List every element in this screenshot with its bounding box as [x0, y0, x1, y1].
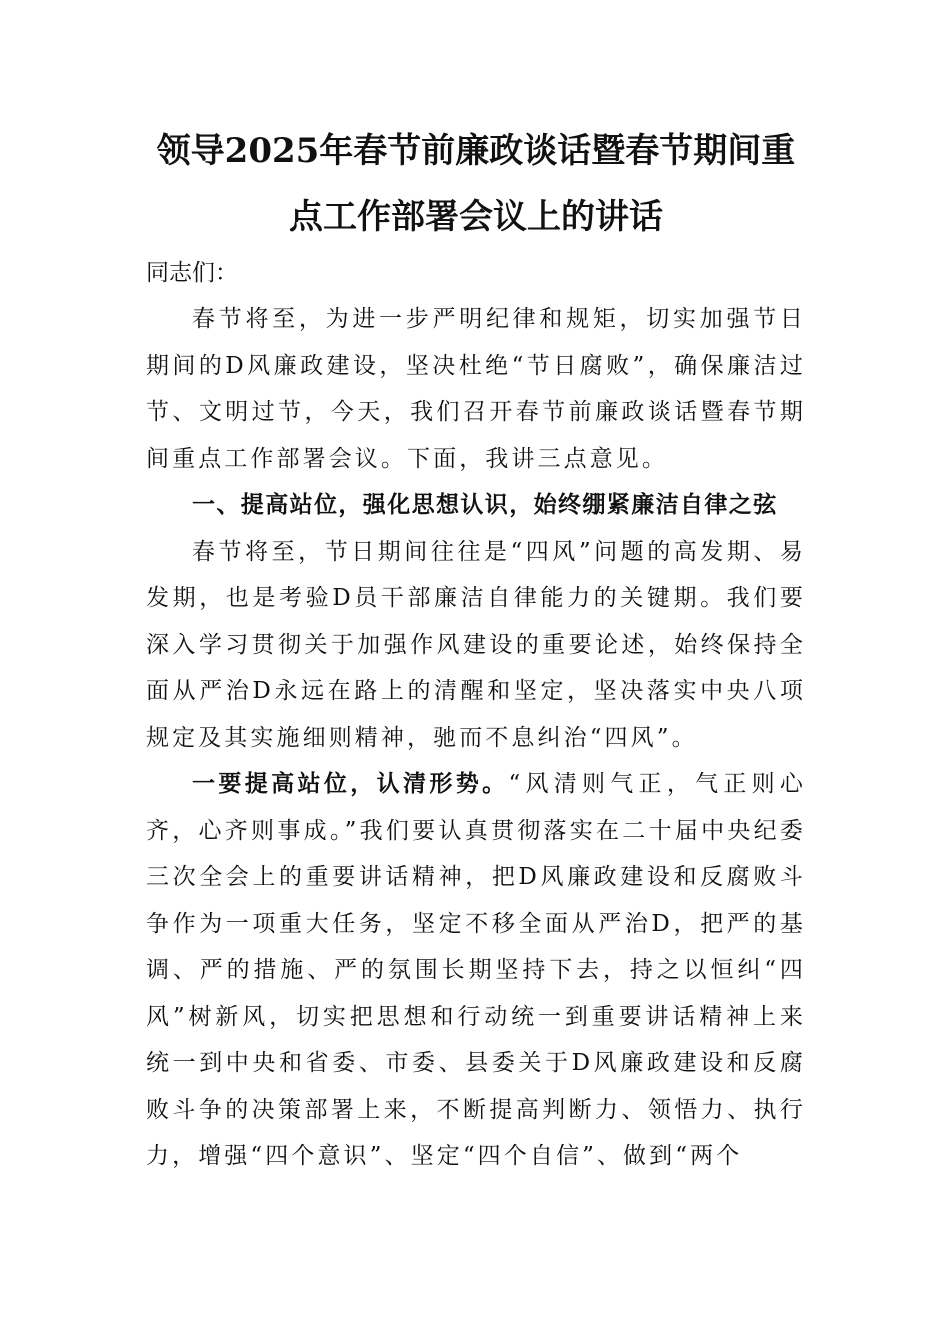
point-1-text: “风清则气正，气正则心齐，心齐则事成。”我们要认真贯彻落实在二十届中央纪委三次全会上的重要讲话精神，把D风廉政建设和反腐败斗争作为一项重大任务，坚定不移全面从严治D，把严的基调、严的措施、严的氛围长期坚持下去，持之以恒纠“四风”树新风，切实把思想和行动统一到重要讲话精神上来统一到中央和省委、市委、县委关于D风廉政建设和反腐败斗争的决策部署上来，不断提高判断力、领悟力、执行力，增强“四个意识”、坚定“四个自信”、做到“两个 — [146, 771, 806, 1169]
document-body — [146, 118, 806, 1180]
title-line-1: 领导2025年春节前廉政谈话暨春节期间重 — [156, 131, 796, 171]
salutation: 同志们： — [146, 260, 238, 286]
section-1-paragraph: 春节将至，节日期间往往是“四风”问题的高发期、易发期，也是考验D员干部廉洁自律能力的关键期。我们要深入学习贯彻关于加强作风建设的重要论述，始终保持全面从严治D永远在路上的清醒和坚定，坚决落实中央八项规定及其实施细则精神，驰而不息纠治“四风”。 — [146, 538, 806, 751]
title-line-2: 点工作部署会议上的讲话 — [289, 197, 663, 237]
section-1-heading: 一、提高站位，强化思想认识，始终绷紧廉洁自律之弦 — [192, 492, 778, 518]
point-1-lead: 一要提高站位，认清形势。 — [192, 771, 509, 797]
point-1-paragraph — [146, 761, 806, 1180]
intro-paragraph: 春节将至，为进一步严明纪律和规矩，切实加强节日期间的D风廉政建设，坚决杜绝“节日腐败”，确保廉洁过节、文明过节，今天，我们召开春节前廉政谈话暨春节期间重点工作部署会议。下面，我讲三点意见。 — [146, 306, 806, 472]
document-title — [146, 118, 806, 250]
